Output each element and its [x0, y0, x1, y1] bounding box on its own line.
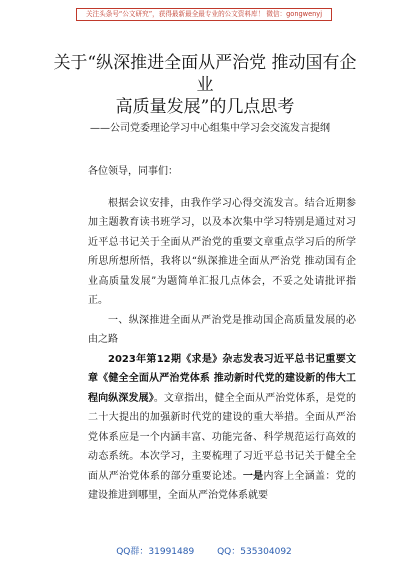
top-banner: 关注头条号“公文研究”，获得最新最全最专业的公文资料库！ 微信：gongwenyj: [76, 8, 332, 21]
title-line-1: 关于“纵深推进全面从严治党 推动国有企: [53, 53, 357, 73]
footer-qq-group: QQ群：31991489: [116, 547, 195, 557]
title-line-3: 高质量发展”的几点思考: [115, 97, 295, 117]
paragraph-intro: 根据会议安排，由我作学习心得交流发言。结合近期参加主题教育读书班学习，以及本次集中学习特别是通过对习近平总书记关于全面从严治党的重要文章重点学习后的所学所思所想所悟，我将以“纵深推进全面从严治党 推动国有企业高质量发展”为题简单汇报几点体会，不妥之处请批评指正。: [88, 197, 356, 306]
paragraph-section-1: [88, 350, 356, 506]
paragraph-bold-lead: 2023年第12期《求是》杂志发表习近平总书记重要文章《健全全面从严治党体系 推动新时代党的建设新的伟大工程向纵深发展》: [88, 353, 356, 404]
footer-qq: QQ：535304092: [217, 547, 292, 557]
document-body: [88, 162, 356, 506]
greeting: 各位领导，同事们：: [88, 166, 178, 177]
paragraph-body-text: 。文章指出，健全全面从严治党体系，是党的二十大提出的加强新时代党的建设的重大举措。全面从严治党体系应是一个内涵丰富、功能完备、科学规范运行高效的动态系统。本次学习，主要梳理了习近平总书记关于健全全面从严治党体系的部分重要论述。: [88, 392, 357, 482]
paragraph-bold-marker: 一是: [242, 470, 264, 482]
document-title: [40, 52, 370, 118]
paragraph-body-tail: 内容上全涵盖：党的建设推进到哪里，全面从严治党体系就要: [88, 470, 357, 501]
title-line-2: 业: [196, 75, 214, 95]
footer-contact: [0, 544, 408, 557]
document-subtitle: ——公司党委理论学习中心组集中学习会交流发言提纲: [90, 123, 330, 134]
section-heading-1: 一、纵深推进全面从严治党是推动国企高质量发展的必由之路: [88, 314, 356, 345]
